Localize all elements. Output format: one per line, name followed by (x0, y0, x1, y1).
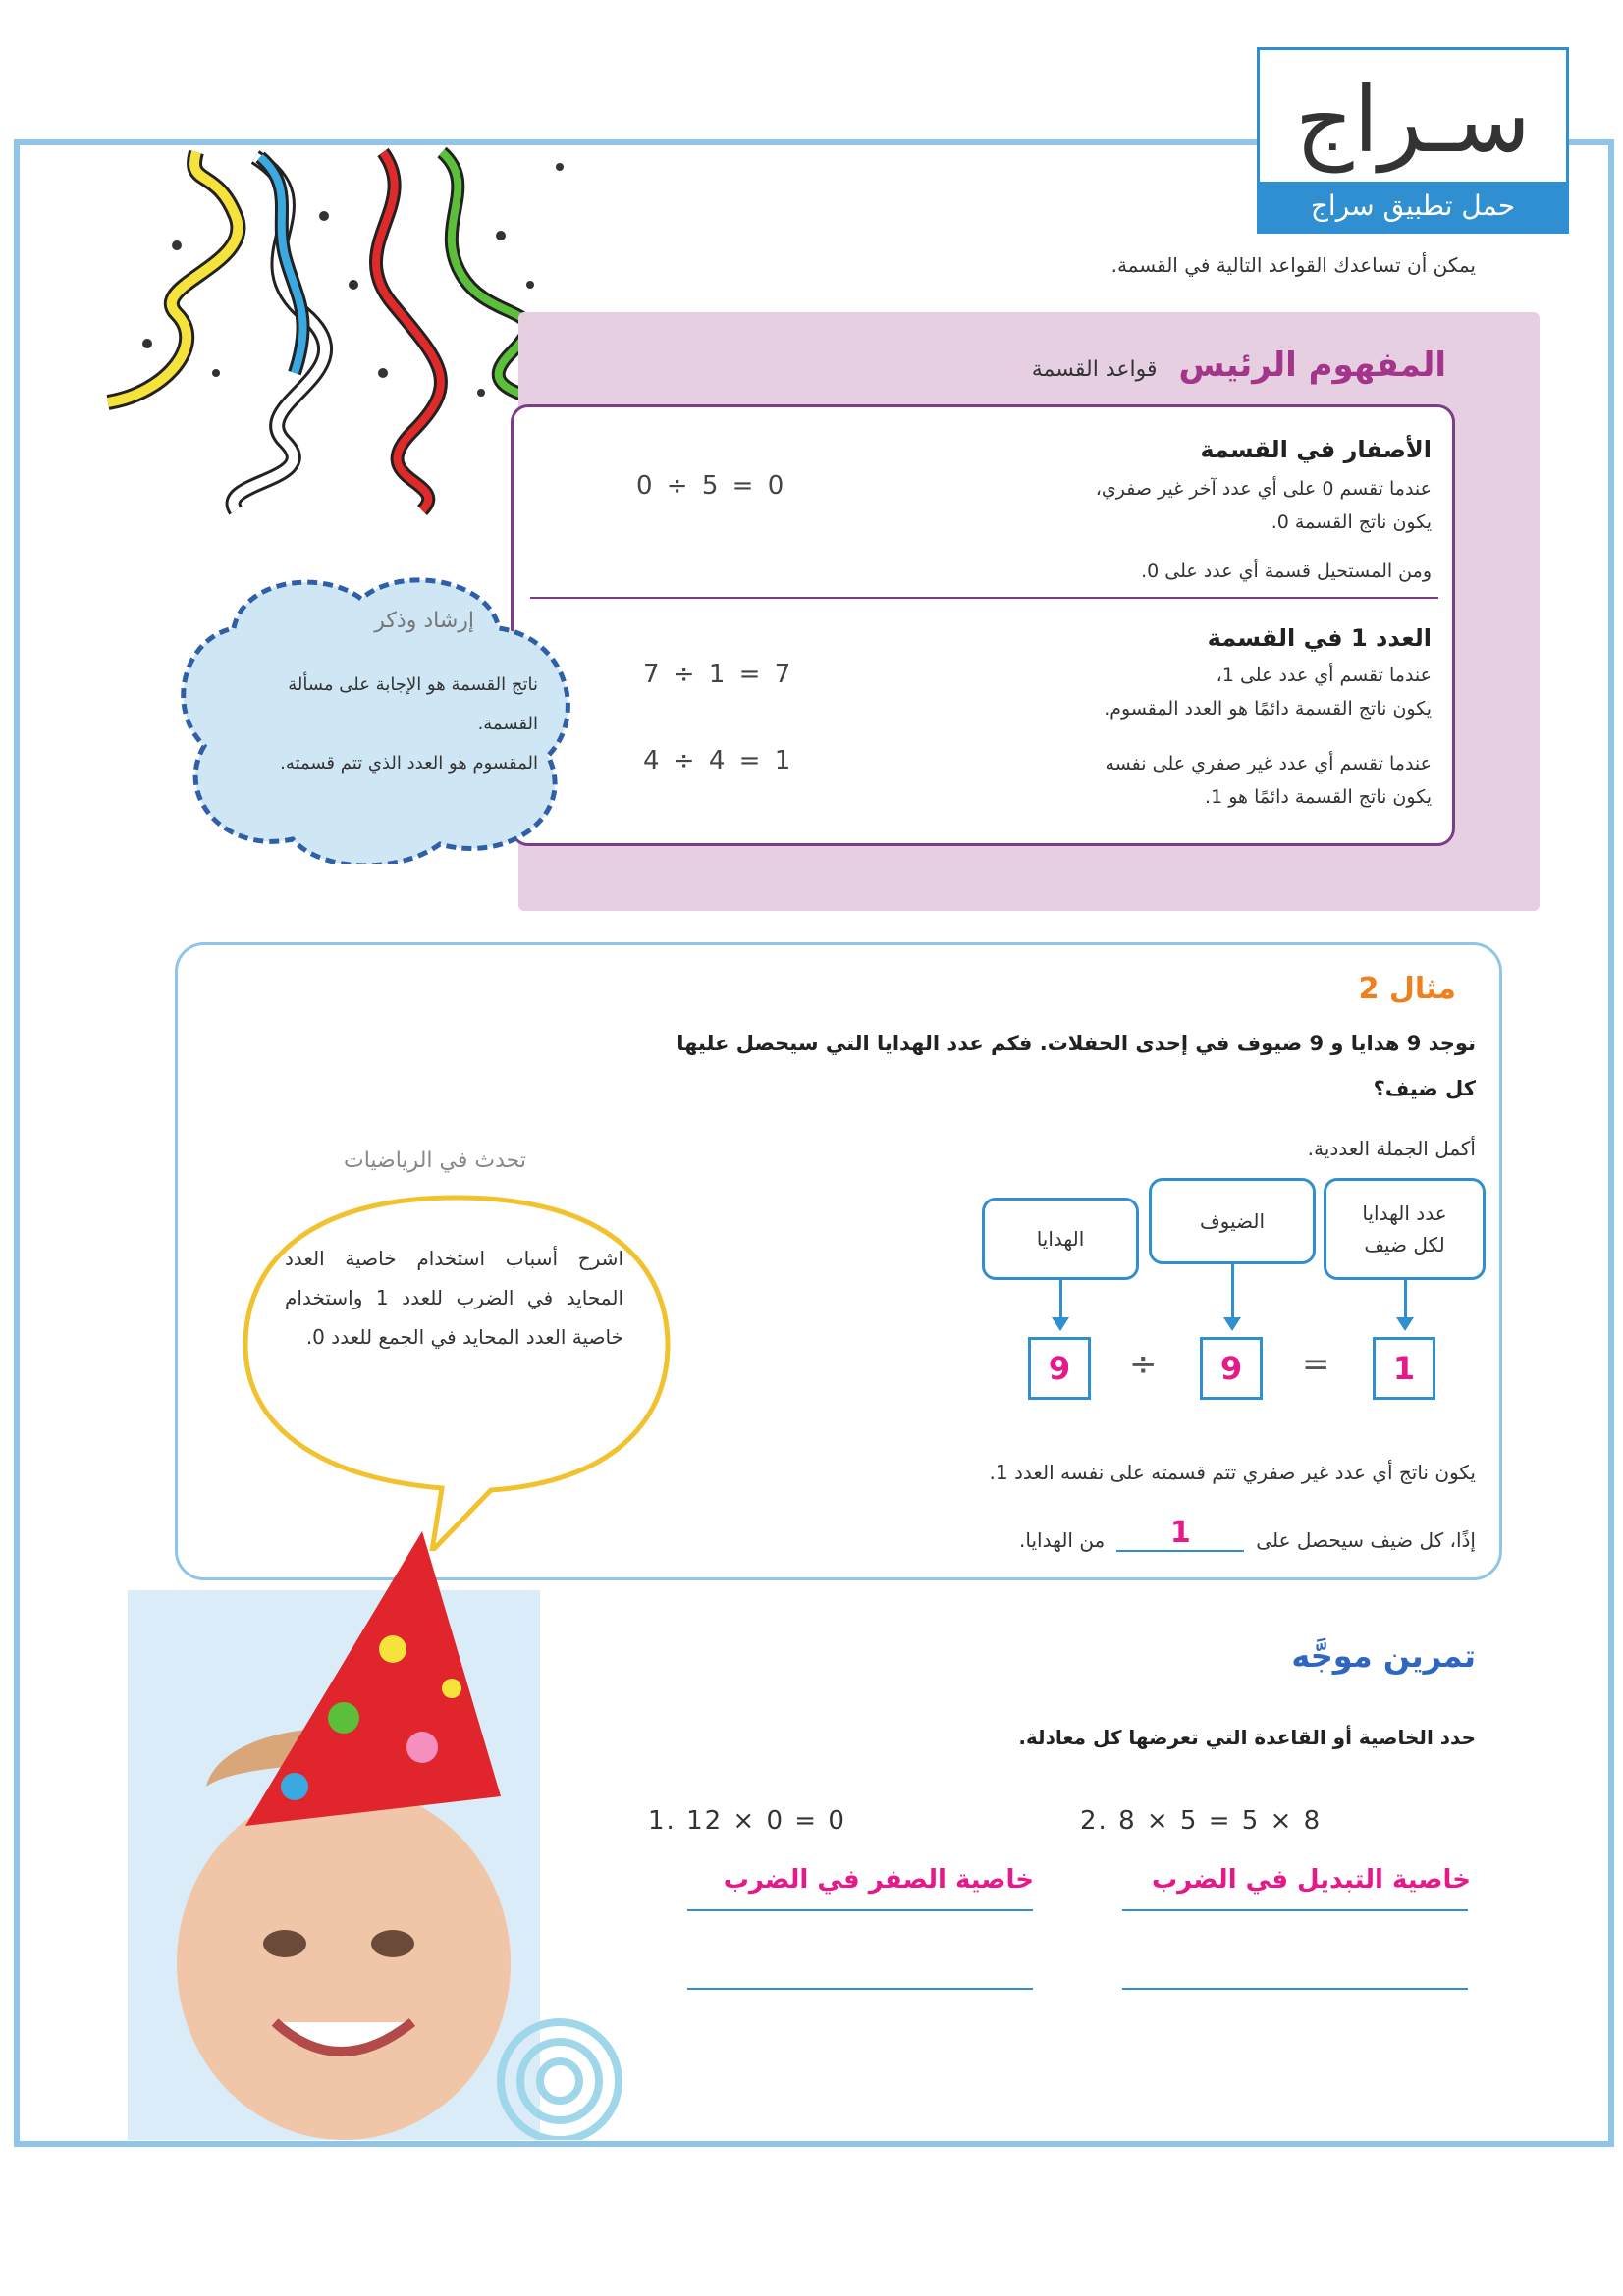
equals-sign: = (1302, 1345, 1330, 1384)
one-line-1: عندما تقسم أي عدد على 1، (1216, 665, 1432, 686)
arrow-gifts (1059, 1280, 1062, 1319)
answer-suffix: من الهدايا. (1019, 1528, 1106, 1552)
zeros-heading: الأصفار في القسمة (1200, 436, 1432, 463)
exercise-2-equation (1080, 1806, 1322, 1836)
zeros-line-1: عندما تقسم 0 على أي عدد آخر غير صفري، (1095, 478, 1432, 500)
logo-wordmark: سـراج (1295, 68, 1531, 173)
answer-prefix: إذًا، كل ضيف سيحصل على (1256, 1528, 1476, 1552)
divide-sign: ÷ (1129, 1345, 1158, 1384)
bubble-text: اشرح أسباب استخدام خاصية العدد المحايد في الضرب للعدد 1 واستخدام خاصية العدد المحايد في الجمع للعدد 0. (285, 1247, 623, 1349)
label-gifts-text: الهدايا (1036, 1227, 1085, 1251)
one-equation-2: 4 ÷ 4 = 1 (643, 746, 794, 775)
arrow-per-guest (1404, 1280, 1407, 1319)
exercise-2-answer-line (1122, 1909, 1468, 1911)
example-title: مثال 2 (1358, 972, 1456, 1006)
example-problem-line-2: كل ضيف؟ (1373, 1077, 1476, 1100)
key-concept-header (1032, 346, 1446, 385)
bubble-title: تحدث في الرياضيات (344, 1148, 526, 1173)
key-concept-subtitle: قواعد القسمة (1031, 357, 1158, 382)
example-problem-line-1: توجد 9 هدايا و 9 ضيوف في إحدى الحفلات. فكم عدد الهدايا التي سيحصل عليها (676, 1032, 1476, 1055)
label-per-guest (1324, 1178, 1486, 1280)
guided-practice-title: تمرين موجَّه (1291, 1637, 1476, 1675)
exercise-1-equation (648, 1806, 846, 1836)
one-line-4: يكون ناتج القسمة دائمًا هو 1. (1205, 786, 1432, 808)
arrow-guests-head (1223, 1317, 1241, 1331)
zeros-line-3: ومن المستحيل قسمة أي عدد على 0. (1141, 561, 1432, 582)
zeros-line-2: يكون ناتج القسمة 0. (1271, 511, 1432, 533)
key-concept-title: المفهوم الرئيس (1178, 346, 1446, 385)
logo-tagline: حمل تطبيق سراج (1260, 182, 1566, 231)
exercise-1-answer: خاصية الصفر في الضرب (723, 1865, 1034, 1895)
example-instruction: أكمل الجملة العددية. (1307, 1137, 1476, 1160)
one-line-3: عندما تقسم أي عدد غير صفري على نفسه (1105, 753, 1432, 774)
label-per-guest-line-1: عدد الهدايا (1362, 1201, 1447, 1225)
answer-blank: 1 (1116, 1517, 1244, 1552)
value-guests: 9 (1200, 1337, 1263, 1400)
exercise-2-expression: 8 × 5 = 5 × 8 (1118, 1806, 1323, 1836)
exercise-2-extra-line (1122, 1988, 1468, 1990)
exercise-1-expression: 12 × 0 = 0 (686, 1806, 846, 1836)
example-answer (1019, 1517, 1476, 1552)
value-per-guest: 1 (1373, 1337, 1435, 1400)
one-equation-1: 7 ÷ 1 = 7 (643, 660, 794, 689)
exercise-1-extra-line (687, 1988, 1033, 1990)
cloud-title: إرشاد وذكر (374, 609, 474, 633)
arrow-guests (1231, 1264, 1234, 1319)
label-gifts (982, 1198, 1139, 1280)
zeros-equation: 0 ÷ 5 = 0 (636, 471, 787, 501)
intro-text: يمكن أن تساعدك القواعد التالية في القسمة. (1110, 253, 1476, 277)
siraj-logo (1257, 47, 1569, 234)
key-concept-divider (530, 597, 1438, 599)
boy-party-hat-image (98, 1531, 648, 2140)
label-guests-text: الضيوف (1199, 1209, 1266, 1233)
arrow-per-guest-head (1396, 1317, 1414, 1331)
exercise-1-answer-line (687, 1909, 1033, 1911)
label-per-guest-line-2: لكل ضيف (1364, 1233, 1445, 1256)
one-line-2: يكون ناتج القسمة دائمًا هو العدد المقسوم. (1104, 698, 1432, 720)
cloud-line-3: المقسوم هو العدد الذي تتم قسمته. (280, 753, 538, 774)
label-guests (1149, 1178, 1316, 1264)
example-note: يكون ناتج أي عدد غير صفري تتم قسمته على نفسه العدد 1. (989, 1461, 1476, 1484)
cloud-line-2: القسمة. (477, 714, 538, 734)
exercise-1-number: 1. (648, 1806, 676, 1836)
cloud-line-1: ناتج القسمة هو الإجابة على مسألة (288, 674, 538, 695)
guided-practice-instruction: حدد الخاصية أو القاعدة التي تعرضها كل معادلة. (1018, 1726, 1476, 1749)
speech-bubble-shape (236, 1178, 677, 1551)
one-heading: العدد 1 في القسمة (1207, 624, 1432, 652)
value-gifts: 9 (1028, 1337, 1091, 1400)
arrow-gifts-head (1052, 1317, 1069, 1331)
example-problem (494, 1021, 1476, 1111)
exercise-2-number: 2. (1080, 1806, 1109, 1836)
exercise-2-answer: خاصية التبديل في الضرب (1152, 1865, 1471, 1895)
